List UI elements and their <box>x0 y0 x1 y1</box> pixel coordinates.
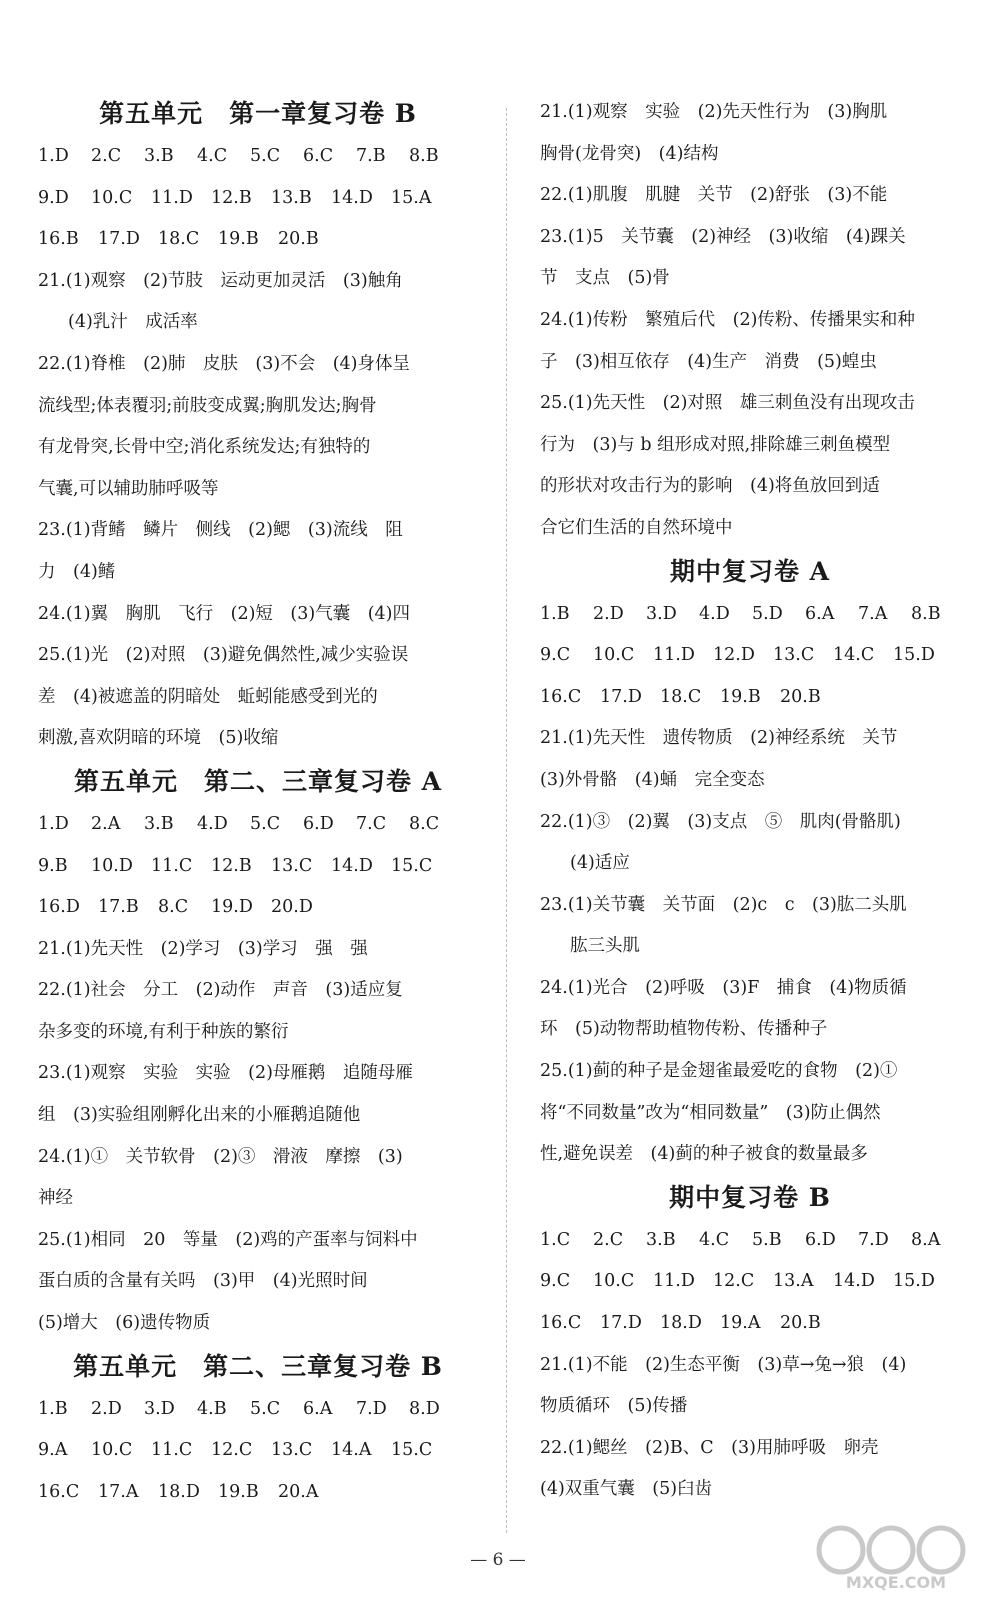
answer-line: 22.(1)社会 分工 (2)动作 声音 (3)适应复 <box>38 980 403 1001</box>
answer-line: 流线型;体表覆羽;前肢变成翼;胸肌发达;胸骨 <box>38 395 377 416</box>
choice-answer: 3.D <box>144 1398 175 1419</box>
choice-answer: 6.D <box>805 1229 836 1250</box>
choice-answer: 4.D <box>699 603 730 624</box>
choice-answer: 4.B <box>197 1398 227 1419</box>
answer-line: (4)乳汁 成活率 <box>68 312 198 333</box>
answer-line: 力 (4)鳍 <box>38 561 116 582</box>
choice-answers-row <box>38 846 478 888</box>
answer-line: 22.(1)脊椎 (2)肺 皮肤 (3)不会 (4)身体呈 <box>38 353 410 374</box>
answer-line: 子 (3)相互依存 (4)生产 消费 (5)蝗虫 <box>540 351 877 372</box>
choice-answer: 8.C <box>409 813 440 834</box>
choice-answer: 16.C <box>38 1481 80 1502</box>
choice-answer: 13.C <box>271 855 313 876</box>
answer-line: 差 (4)被遮盖的阴暗处 蚯蚓能感受到光的 <box>38 686 378 707</box>
choice-answer: 3.B <box>646 1229 676 1250</box>
choice-answer: 13.C <box>773 645 815 666</box>
choice-answer: 6.D <box>303 813 334 834</box>
choice-answers-row <box>38 219 478 261</box>
answer-line: 刺激,喜欢阴暗的环境 (5)收缩 <box>38 728 279 749</box>
choice-answer: 6.C <box>303 146 334 166</box>
answer-line: 组 (3)实验组刚孵化出来的小雁鹅追随他 <box>38 1105 361 1126</box>
choice-answer: 5.B <box>752 1229 782 1250</box>
choice-answer: 10.C <box>91 187 133 208</box>
answer-line: 22.(1)鳃丝 (2)B、C (3)用肺呼吸 卵壳 <box>540 1437 879 1458</box>
choice-answer: 1.B <box>540 603 570 624</box>
choice-answer: 20.A <box>278 1481 319 1502</box>
answer-line: 肱三头肌 <box>570 936 640 957</box>
answer-line: 25.(1)先天性 (2)对照 雄三刺鱼没有出现攻击 <box>540 393 915 414</box>
choice-answers-row <box>540 635 960 677</box>
choice-answers-row <box>38 136 478 178</box>
choice-answer: 3.D <box>646 603 677 624</box>
choice-answer: 1.D <box>38 813 69 834</box>
choice-answer: 4.C <box>699 1229 730 1250</box>
choice-answer: 15.D <box>893 1271 935 1292</box>
right-column <box>540 92 960 1511</box>
choice-answer: 9.C <box>540 645 571 666</box>
choice-answer: 7.D <box>356 1398 387 1419</box>
choice-answer: 16.C <box>540 686 582 707</box>
answer-line: 有龙骨突,长骨中空;消化系统发达;有独特的 <box>38 437 371 458</box>
choice-answer: 8.B <box>911 603 941 624</box>
choice-answer: 18.D <box>158 1481 200 1502</box>
choice-answer: 19.A <box>720 1313 761 1334</box>
answer-line: 胸骨(龙骨突) (4)结构 <box>540 143 719 164</box>
answer-line: (4)双重气囊 (5)臼齿 <box>540 1479 713 1500</box>
choice-answer: 9.A <box>38 1440 68 1461</box>
choice-answer: 14.D <box>331 855 373 876</box>
choice-answer: 14.D <box>833 1271 875 1292</box>
choice-answer: 13.C <box>271 1440 313 1461</box>
answer-line: 气囊,可以辅助肺呼吸等 <box>38 478 219 499</box>
choice-answer: 4.C <box>197 146 228 166</box>
answer-line: (3)外骨骼 (4)蛹 完全变态 <box>540 769 765 790</box>
choice-answers-row <box>540 1220 960 1262</box>
section-heading: 第五单元 第一章复习卷 B <box>99 99 417 128</box>
answer-line: 将“不同数量”改为“相同数量” (3)防止偶然 <box>540 1102 881 1123</box>
section-heading: 第五单元 第二、三章复习卷 B <box>73 1351 443 1381</box>
choice-answer: 3.B <box>144 813 174 834</box>
choice-answer: 4.D <box>197 813 228 834</box>
choice-answer: 7.B <box>356 146 386 166</box>
choice-answer: 11.D <box>653 1271 695 1292</box>
answer-line: 环 (5)动物帮助植物传粉、传播种子 <box>540 1019 828 1040</box>
choice-answers-row <box>38 1472 478 1514</box>
choice-answer: 17.D <box>600 686 642 707</box>
answer-line: 蛋白质的含量有关吗 (3)甲 (4)光照时间 <box>38 1271 368 1292</box>
choice-answer: 12.C <box>211 1440 253 1461</box>
choice-answer: 17.A <box>98 1481 139 1502</box>
choice-answer: 3.B <box>144 146 174 166</box>
choice-answer: 16.C <box>540 1313 582 1334</box>
choice-answer: 8.D <box>409 1398 440 1419</box>
choice-answer: 12.B <box>211 855 252 876</box>
answer-line: 物质循环 (5)传播 <box>540 1396 688 1417</box>
choice-answer: 15.D <box>893 645 935 666</box>
answer-line: 24.(1)翼 胸肌 飞行 (2)短 (3)气囊 (4)四 <box>38 603 410 624</box>
answer-line: (5)增大 (6)遗传物质 <box>38 1313 211 1334</box>
choice-answer: 15.C <box>391 1440 433 1461</box>
choice-answer: 19.B <box>218 229 259 250</box>
choice-answer: 14.A <box>331 1440 372 1461</box>
answer-line: 25.(1)相同 20 等量 (2)鸡的产蛋率与饲料中 <box>38 1229 418 1250</box>
choice-answers-row <box>38 1430 478 1472</box>
answer-line: 21.(1)观察 实验 (2)先天性行为 (3)胸肌 <box>540 102 888 122</box>
choice-answer: 10.C <box>593 645 635 666</box>
choice-answer: 18.C <box>158 229 200 250</box>
choice-answer: 9.B <box>38 855 68 876</box>
answer-line: 24.(1)① 关节软骨 (2)③ 滑液 摩擦 (3) <box>38 1146 403 1167</box>
answer-line: 行为 (3)与 b 组形成对照,排除雄三刺鱼模型 <box>540 434 891 455</box>
choice-answer: 8.C <box>158 897 189 918</box>
choice-answer: 2.A <box>91 813 121 834</box>
answer-line: 23.(1)背鳍 鳞片 侧线 (2)鳃 (3)流线 阻 <box>38 520 403 541</box>
answer-line: 21.(1)先天性 遗传物质 (2)神经系统 关节 <box>540 728 898 749</box>
choice-answers-row <box>540 1261 960 1303</box>
answer-line: 25.(1)蓟的种子是金翅雀最爱吃的食物 (2)① <box>540 1061 898 1082</box>
choice-answer: 5.D <box>752 603 783 624</box>
choice-answers-row <box>540 594 960 636</box>
choice-answer: 15.C <box>391 855 433 876</box>
choice-answer: 19.B <box>720 686 761 707</box>
answer-line: 21.(1)观察 (2)节肢 运动更加灵活 (3)触角 <box>38 270 403 291</box>
choice-answer: 16.B <box>38 229 79 250</box>
choice-answer: 1.B <box>38 1398 68 1419</box>
answer-line: 性,避免误差 (4)蓟的种子被食的数量最多 <box>540 1144 868 1165</box>
choice-answer: 12.C <box>713 1271 755 1292</box>
choice-answer: 7.A <box>858 603 888 624</box>
page-number: — 6 — <box>470 1550 526 1570</box>
answer-line: 21.(1)先天性 (2)学习 (3)学习 强 强 <box>38 938 368 959</box>
choice-answer: 9.C <box>540 1271 571 1292</box>
answer-line: 23.(1)观察 实验 实验 (2)母雁鹅 追随母雁 <box>38 1063 413 1084</box>
answer-line: 23.(1)5 关节囊 (2)神经 (3)收缩 (4)踝关 <box>540 226 906 247</box>
answer-line: 24.(1)传粉 繁殖后代 (2)传粉、传播果实和种 <box>540 309 915 330</box>
choice-answer: 6.A <box>303 1398 333 1419</box>
choice-answer: 17.D <box>600 1313 642 1334</box>
answer-line: 24.(1)光合 (2)呼吸 (3)F 捕食 (4)物质循 <box>540 977 907 998</box>
choice-answer: 10.C <box>91 1440 133 1461</box>
choice-answers-row <box>540 1303 960 1345</box>
answer-line: 22.(1)③ (2)翼 (3)支点 ⑤ 肌肉(骨骼肌) <box>540 811 901 832</box>
answer-line: 节 支点 (5)骨 <box>540 268 670 289</box>
answer-line: 23.(1)关节囊 关节面 (2)c c (3)肱二头肌 <box>540 894 907 915</box>
choice-answer: 2.D <box>91 1398 122 1419</box>
choice-answer: 20.B <box>278 229 319 250</box>
choice-answer: 8.A <box>911 1229 941 1250</box>
answer-line: 25.(1)光 (2)对照 (3)避免偶然性,减少实验误 <box>38 645 409 666</box>
choice-answer: 2.C <box>91 146 122 166</box>
answer-line: 21.(1)不能 (2)生态平衡 (3)草→兔→狼 (4) <box>540 1354 907 1375</box>
choice-answer: 19.B <box>218 1481 259 1502</box>
answer-line: 杂多变的环境,有利于种族的繁衍 <box>38 1021 289 1042</box>
section-heading: 期中复习卷 A <box>669 556 831 586</box>
choice-answer: 5.C <box>250 146 281 166</box>
choice-answer: 11.C <box>151 1440 193 1461</box>
choice-answer: 17.B <box>98 897 139 918</box>
answer-line: 合它们生活的自然环境中 <box>540 517 733 538</box>
choice-answer: 18.C <box>660 686 702 707</box>
choice-answer: 20.D <box>271 897 313 918</box>
choice-answer: 14.D <box>331 187 373 208</box>
choice-answer: 11.D <box>653 645 695 666</box>
section-heading: 期中复习卷 B <box>669 1182 831 1212</box>
choice-answer: 1.C <box>540 1229 571 1250</box>
choice-answer: 14.C <box>833 645 875 666</box>
answer-line: (4)适应 <box>570 853 630 874</box>
choice-answer: 18.D <box>660 1313 702 1334</box>
choice-answer: 17.D <box>98 229 140 250</box>
choice-answer: 10.C <box>593 1271 635 1292</box>
choice-answer: 8.B <box>409 146 439 166</box>
choice-answers-row <box>540 677 960 719</box>
choice-answer: 5.C <box>250 1398 281 1419</box>
section-heading: 第五单元 第二、三章复习卷 A <box>73 766 443 796</box>
column-divider <box>506 108 507 1533</box>
answer-line: 神经 <box>38 1188 73 1209</box>
choice-answer: 13.B <box>271 187 312 208</box>
choice-answer: 7.C <box>356 813 387 834</box>
choice-answer: 6.A <box>805 603 835 624</box>
watermark-text: MXQE.COM <box>845 1573 947 1592</box>
choice-answer: 1.D <box>38 146 69 166</box>
choice-answers-row <box>38 1389 478 1431</box>
choice-answer: 20.B <box>780 686 821 707</box>
choice-answers-row <box>38 887 478 929</box>
choice-answer: 10.D <box>91 855 133 876</box>
choice-answer: 2.C <box>593 1229 624 1250</box>
choice-answer: 12.D <box>713 645 755 666</box>
choice-answer: 7.D <box>858 1229 889 1250</box>
choice-answer: 11.C <box>151 855 193 876</box>
choice-answer: 20.B <box>780 1313 821 1334</box>
choice-answers-row <box>38 178 478 220</box>
choice-answer: 5.C <box>250 813 281 834</box>
choice-answer: 2.D <box>593 603 624 624</box>
answer-line: 22.(1)肌腹 肌腱 关节 (2)舒张 (3)不能 <box>540 185 888 206</box>
answer-line: 的形状对攻击行为的影响 (4)将鱼放回到适 <box>540 476 880 497</box>
watermark-logo <box>809 1520 984 1592</box>
choice-answer: 9.D <box>38 187 69 208</box>
choice-answer: 19.D <box>211 897 253 918</box>
left-column <box>38 92 478 1513</box>
choice-answers-row <box>38 804 478 846</box>
choice-answer: 16.D <box>38 897 80 918</box>
choice-answer: 12.B <box>211 187 252 208</box>
choice-answer: 13.A <box>773 1271 814 1292</box>
choice-answer: 15.A <box>391 187 432 208</box>
choice-answer: 11.D <box>151 187 193 208</box>
